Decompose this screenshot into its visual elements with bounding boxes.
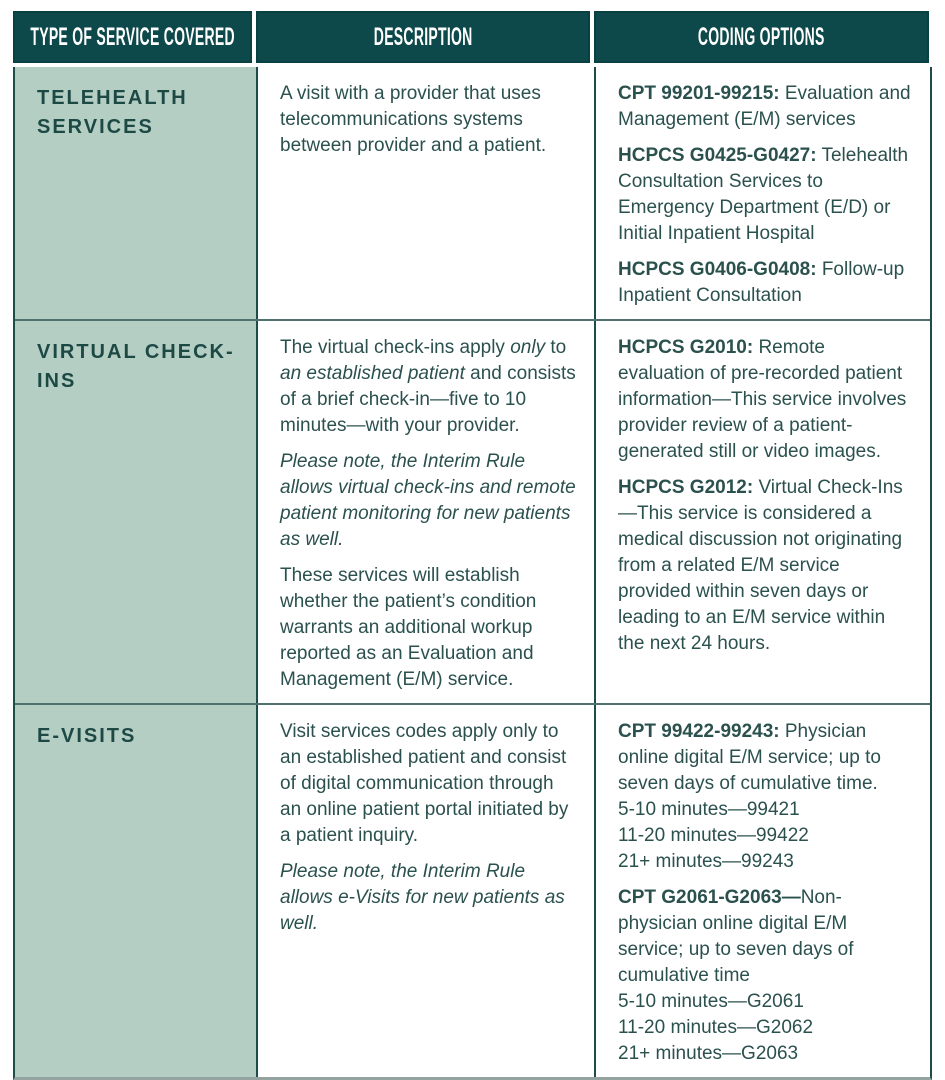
- code-label: CPT 99201-99215:: [618, 83, 780, 104]
- cell-description-telehealth-services: [258, 67, 596, 319]
- text-segment: 11-20 minutes—99422: [618, 825, 809, 846]
- service-label: E-VISITS: [37, 725, 137, 747]
- cell-coding-options-e-visits: [596, 705, 930, 1077]
- paragraph: [618, 143, 912, 247]
- paragraph: [280, 859, 576, 937]
- table-row-e-visits: [15, 703, 930, 1077]
- table-header-row: [13, 11, 932, 63]
- cell-service-telehealth-services: [15, 67, 258, 319]
- text-segment: The virtual check-ins apply: [280, 337, 511, 358]
- paragraph: [618, 335, 912, 465]
- paragraph: [280, 563, 576, 693]
- text-segment: to: [545, 337, 567, 358]
- cell-service-virtual-check-ins: [15, 321, 258, 703]
- code-label: CPT 99422-99243:: [618, 721, 780, 742]
- text-segment: Please note, the Interim Rule allows e-Visits for new patients as well.: [280, 861, 565, 934]
- code-label: HCPCS G2012:: [618, 477, 754, 498]
- service-label: VIRTUAL CHECK-INS: [37, 341, 235, 392]
- cell-description-e-visits: [258, 705, 596, 1077]
- column-header-label: CODING OPTIONS: [698, 22, 825, 51]
- text-segment: 5-10 minutes—G2061: [618, 991, 804, 1012]
- cell-coding-options-telehealth-services: [596, 67, 930, 319]
- paragraph: [618, 475, 912, 657]
- text-segment: an established patient: [280, 363, 465, 384]
- column-header-label: DESCRIPTION: [373, 22, 473, 51]
- paragraph: [280, 719, 576, 849]
- text-segment: 11-20 minutes—G2062: [618, 1017, 814, 1038]
- text-segment: A visit with a provider that uses telecommunications systems between provider and a patient.: [280, 83, 547, 156]
- text-segment: 21+ minutes—G2063: [618, 1043, 799, 1064]
- paragraph: [618, 885, 912, 1067]
- telehealth-coding-table: [13, 11, 932, 1080]
- text-segment: and consists of a brief check-in—five to 10 minutes—with your provider.: [280, 363, 576, 436]
- code-label: HCPCS G2010:: [618, 337, 754, 358]
- table-row-virtual-check-ins: [15, 319, 930, 703]
- text-segment: 5-10 minutes—99421: [618, 799, 800, 820]
- text-segment: These services will establish whether the patient’s condition warrants an additional workup reported as an Evaluation and Management (E/M) service.: [280, 565, 537, 690]
- paragraph: [280, 449, 576, 553]
- table-row-telehealth-services: [15, 67, 930, 319]
- column-header-coding-options: [594, 11, 929, 63]
- table-body: [13, 67, 932, 1080]
- text-segment: Physician online digital E/M service; up to seven days of cumulative time.: [618, 721, 881, 794]
- text-segment: Telehealth Consultation Services to Emergency Department (E/D) or Initial Inpatient Hospital: [618, 145, 909, 244]
- cell-description-virtual-check-ins: [258, 321, 596, 703]
- text-segment: only: [510, 337, 546, 358]
- cell-coding-options-virtual-check-ins: [596, 321, 930, 703]
- text-segment: Evaluation and Management (E/M) services: [618, 83, 911, 130]
- text-segment: Virtual Check-Ins—This service is considered a medical discussion not originating from a related E/M service provided within seven days or leading to an E/M service within the next 24 hours.: [618, 477, 903, 654]
- paragraph: [280, 335, 576, 439]
- paragraph: [618, 81, 912, 133]
- text-segment: Follow-up Inpatient Consultation: [618, 259, 905, 306]
- code-label: HCPCS G0425-G0427:: [618, 145, 817, 166]
- code-label: CPT G2061-G2063—: [618, 887, 801, 908]
- text-segment: Non-physician online digital E/M service; up to seven days of cumulative time: [618, 887, 854, 986]
- text-segment: Visit services codes apply only to an established patient and consist of digital communication through an online patient portal initiated by a patient inquiry.: [280, 721, 569, 846]
- cell-service-e-visits: [15, 705, 258, 1077]
- column-header-label: TYPE OF SERVICE COVERED: [30, 22, 235, 51]
- paragraph: [280, 81, 576, 159]
- paragraph: [618, 257, 912, 309]
- column-header-type-of-service: [13, 11, 256, 63]
- service-label: TELEHEALTH SERVICES: [37, 87, 188, 138]
- column-header-description: [256, 11, 594, 63]
- paragraph: [618, 719, 912, 875]
- text-segment: 21+ minutes—99243: [618, 851, 794, 872]
- code-label: HCPCS G0406-G0408:: [618, 259, 817, 280]
- text-segment: Please note, the Interim Rule allows virtual check-ins and remote patient monitoring for new patients as well.: [280, 451, 576, 550]
- text-segment: Remote evaluation of pre-recorded patient information—This service involves provider review of a patient-generated still or video images.: [618, 337, 907, 462]
